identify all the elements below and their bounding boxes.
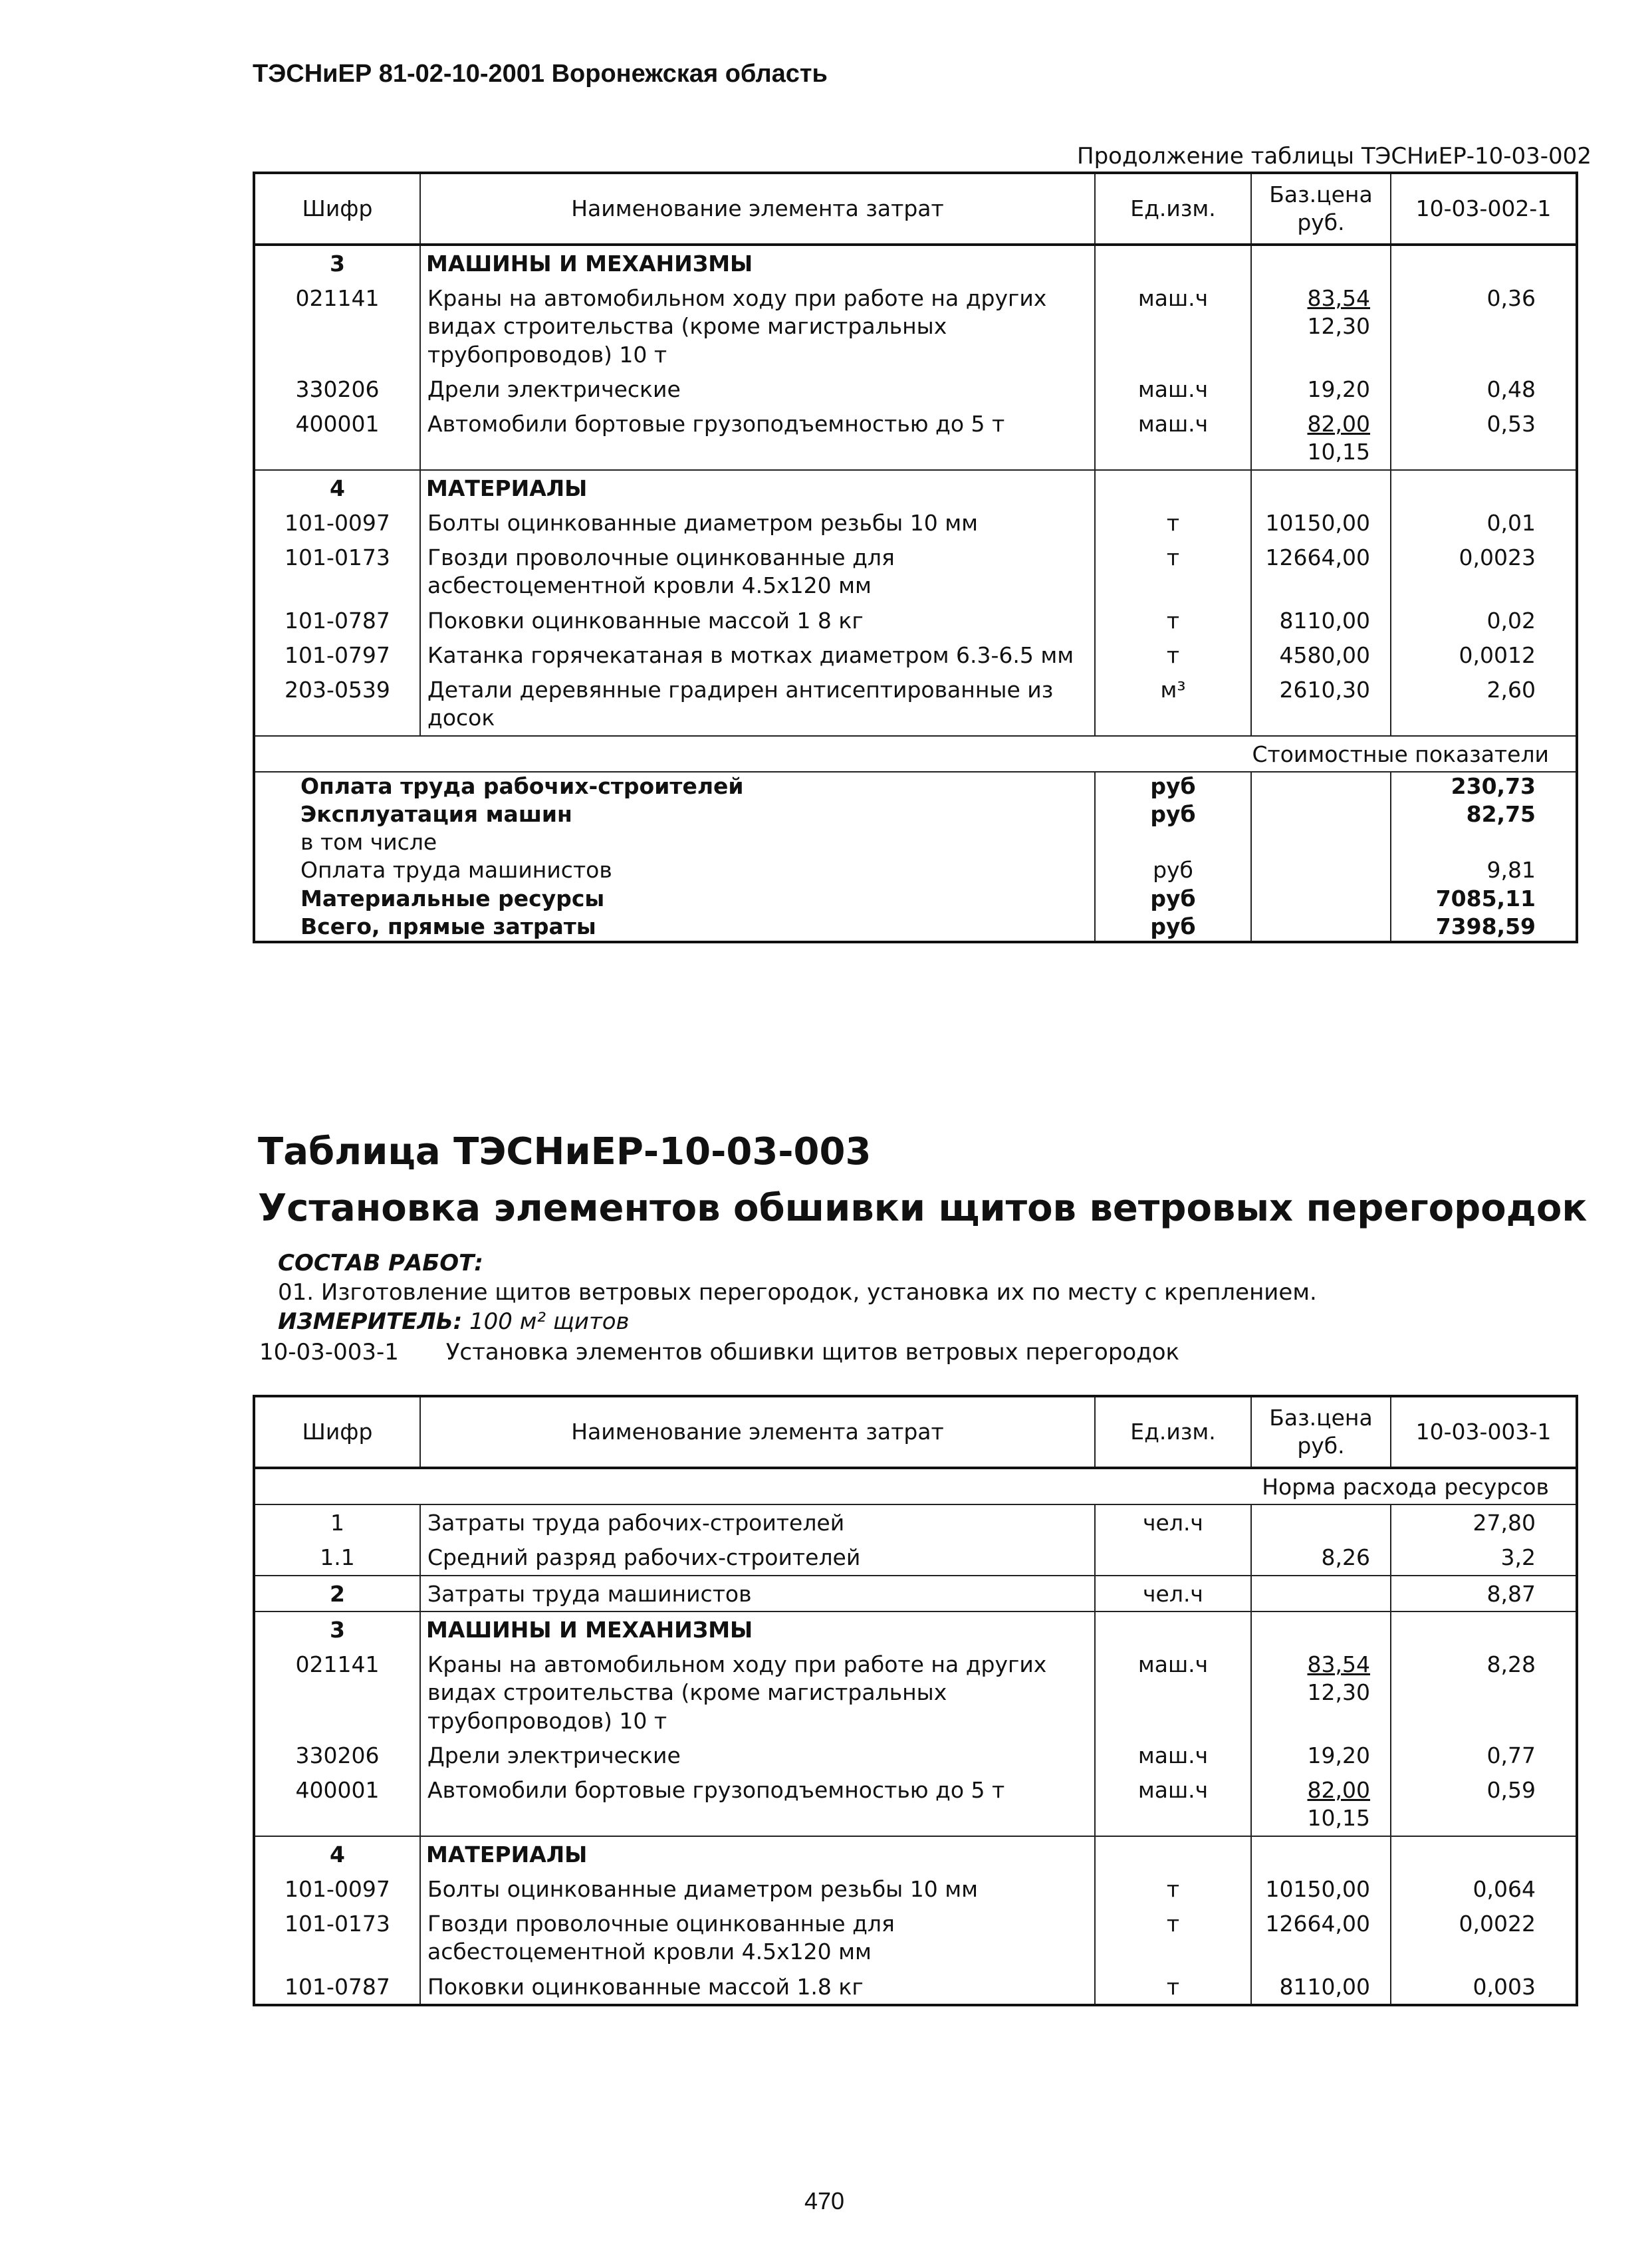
summary-unit: руб <box>1095 913 1251 942</box>
summary-row <box>254 828 1577 856</box>
price-value: 19,20 <box>1307 376 1370 402</box>
row-name: Катанка горячекатаная в мотках диаметром 6.3-6.5 мм <box>420 638 1095 672</box>
works-label <box>278 1250 483 1276</box>
row-value: 8,87 <box>1391 1576 1577 1611</box>
section-row <box>254 245 1577 281</box>
section-code: 3 <box>330 251 345 277</box>
price-secondary: 10,15 <box>1307 1805 1370 1832</box>
row-code: 400001 <box>295 1777 380 1804</box>
row-price <box>1251 1772 1391 1836</box>
summary-unit: руб <box>1095 772 1251 800</box>
price-value: 8110,00 <box>1279 1973 1370 2000</box>
table-row <box>254 1772 1577 1836</box>
row-value: 0,0012 <box>1391 638 1577 672</box>
section-title: МАШИНЫ И МЕХАНИЗМЫ <box>420 1611 1095 1647</box>
row-code: 400001 <box>295 411 380 437</box>
price-value: 19,20 <box>1307 1742 1370 1768</box>
table-row <box>254 281 1577 372</box>
price-value: 83,54 <box>1307 1651 1370 1678</box>
table-header-row <box>254 1396 1577 1468</box>
row-code: 1 <box>254 1504 420 1540</box>
row-name: Автомобили бортовые грузоподъемностью до 5 т <box>420 1772 1095 1836</box>
table-row <box>254 1540 1577 1575</box>
table-row <box>254 1871 1577 1906</box>
price-secondary: 12,30 <box>1307 1679 1370 1706</box>
row-price <box>1251 1738 1391 1772</box>
col-header-price: Баз.цена руб. <box>1251 173 1391 245</box>
table-row <box>254 1738 1577 1772</box>
row-name: Поковки оцинкованные массой 1 8 кг <box>420 603 1095 638</box>
row-value: 0,0023 <box>1391 540 1577 602</box>
row-value: 0,77 <box>1391 1738 1577 1772</box>
summary-label: Всего, прямые затраты <box>300 913 596 939</box>
row-name: Болты оцинкованные диаметром резьбы 10 мм <box>420 505 1095 540</box>
row-code: 1.1 <box>320 1544 355 1571</box>
row-price <box>1251 638 1391 672</box>
row-value: 0,064 <box>1391 1871 1577 1906</box>
summary-price-empty <box>1251 913 1391 942</box>
row-value: 0,36 <box>1391 281 1577 372</box>
row-code: 101-0173 <box>285 1911 390 1937</box>
row-unit: т <box>1095 603 1251 638</box>
table-title: Таблица ТЭСНиЕР-10-03-003 <box>258 1130 872 1173</box>
price-value: 83,54 <box>1307 285 1370 312</box>
norm-note-row <box>254 1468 1577 1504</box>
summary-label: Материальные ресурсы <box>300 885 605 911</box>
row-unit: т <box>1095 540 1251 602</box>
summary-value <box>1391 828 1577 856</box>
row-price <box>1251 1647 1391 1738</box>
section-row <box>254 1836 1577 1871</box>
norm-note: Норма расхода ресурсов <box>1262 1474 1549 1500</box>
row-price <box>1251 406 1391 469</box>
row-name: Поковки оцинкованные массой 1.8 кг <box>420 1969 1095 2005</box>
row-code: 203-0539 <box>285 677 390 703</box>
section-code: 4 <box>254 470 420 505</box>
row-name: Дрели электрические <box>420 1738 1095 1772</box>
row-name: Болты оцинкованные диаметром резьбы 10 мм <box>420 1871 1095 1906</box>
cost-note: Стоимостные показатели <box>254 736 1577 772</box>
summary-value: 82,75 <box>1391 800 1577 828</box>
summary-label: Оплата труда машинистов <box>300 857 612 884</box>
row-code: 101-0787 <box>285 1973 390 2000</box>
row-name: Гвозди проволочные оцинкованные для асбестоцементной кровли 4.5х120 мм <box>420 540 1095 602</box>
row-code: 330206 <box>295 1742 380 1768</box>
col-header-name: Наименование элемента затрат <box>420 1396 1095 1468</box>
document-header: ТЭСНиЕР 81-02-10-2001 Воронежская область <box>253 60 828 88</box>
price-value: 82,00 <box>1307 411 1370 437</box>
row-price <box>1251 505 1391 540</box>
row-code: 101-0173 <box>285 544 390 571</box>
row-price <box>1251 1504 1391 1540</box>
summary-value: 230,73 <box>1391 772 1577 800</box>
row-unit: маш.ч <box>1095 1647 1251 1738</box>
code-line <box>259 1339 1179 1366</box>
row-value: 0,003 <box>1391 1969 1577 2005</box>
col-header-unit: Ед.изм. <box>1095 173 1251 245</box>
summary-unit: руб <box>1095 800 1251 828</box>
table-row <box>254 1969 1577 2005</box>
summary-value: 9,81 <box>1391 856 1577 884</box>
price-secondary: 10,15 <box>1307 439 1370 465</box>
row-value: 27,80 <box>1391 1504 1577 1540</box>
price-secondary: 12,30 <box>1307 313 1370 340</box>
table-subtitle: Установка элементов обшивки щитов ветровых перегородок <box>258 1187 1588 1230</box>
summary-row <box>254 800 1577 828</box>
row-unit: чел.ч <box>1095 1504 1251 1540</box>
summary-row <box>254 856 1577 884</box>
row-code: 021141 <box>295 1651 380 1678</box>
col-header-price: Баз.цена руб. <box>1251 1396 1391 1468</box>
row-price <box>1251 1540 1391 1575</box>
table-row <box>254 406 1577 469</box>
section-title: МАТЕРИАЛЫ <box>420 470 1095 505</box>
row-code: 021141 <box>295 285 380 312</box>
code-line-code: 10-03-003-1 <box>259 1339 399 1366</box>
summary-label: в том числе <box>300 829 437 856</box>
row-unit: т <box>1095 1906 1251 1969</box>
row-unit: маш.ч <box>1095 1772 1251 1836</box>
summary-value: 7085,11 <box>1391 885 1577 913</box>
row-price <box>1251 1969 1391 2005</box>
summary-price-empty <box>1251 772 1391 800</box>
row-code: 101-0097 <box>285 509 390 536</box>
row-price <box>1251 281 1391 372</box>
summary-price-empty <box>1251 856 1391 884</box>
summary-price-empty <box>1251 828 1391 856</box>
table-row <box>254 638 1577 672</box>
row-value: 0,48 <box>1391 372 1577 406</box>
summary-unit <box>1095 828 1251 856</box>
row-name: Затраты труда машинистов <box>420 1576 1095 1611</box>
code-line-text: Установка элементов обшивки щитов ветровых перегородок <box>445 1339 1180 1366</box>
price-value: 4580,00 <box>1279 642 1370 668</box>
row-value: 0,59 <box>1391 1772 1577 1836</box>
row-code: 2 <box>254 1576 420 1611</box>
row-price <box>1251 1871 1391 1906</box>
col-header-name: Наименование элемента затрат <box>420 173 1095 245</box>
row-unit: чел.ч <box>1095 1576 1251 1611</box>
row-price <box>1251 1576 1391 1611</box>
row-unit: маш.ч <box>1095 372 1251 406</box>
row-code: 101-0797 <box>285 642 390 668</box>
meter-line <box>278 1308 630 1335</box>
works-item: 01. Изготовление щитов ветровых перегородок, установка их по месту с креплением. <box>278 1279 1317 1306</box>
row-name: Затраты труда рабочих-строителей <box>420 1504 1095 1540</box>
section-row <box>254 1611 1577 1647</box>
row-value: 2,60 <box>1391 672 1577 735</box>
table-row <box>254 672 1577 735</box>
row-name: Краны на автомобильном ходу при работе на других видах строительства (кроме магистральных трубопроводов) 10 т <box>420 281 1095 372</box>
section-row <box>254 470 1577 505</box>
row-price <box>1251 1906 1391 1969</box>
resource-table-10-03-002 <box>253 172 1578 943</box>
price-value: 12664,00 <box>1265 1911 1370 1937</box>
machinists-row <box>254 1576 1577 1611</box>
row-value: 0,53 <box>1391 406 1577 469</box>
table-row <box>254 1504 1577 1540</box>
row-price <box>1251 540 1391 602</box>
price-value: 10150,00 <box>1265 1875 1370 1902</box>
price-value: 82,00 <box>1307 1777 1370 1804</box>
row-value: 0,01 <box>1391 505 1577 540</box>
row-code: 101-0787 <box>285 607 390 634</box>
row-code: 330206 <box>295 376 380 402</box>
table-row <box>254 1906 1577 1969</box>
summary-price-empty <box>1251 885 1391 913</box>
section-code: 3 <box>254 1611 420 1647</box>
works-label-text: СОСТАВ РАБОТ: <box>278 1250 483 1276</box>
price-value: 8110,00 <box>1279 607 1370 634</box>
summary-value: 7398,59 <box>1391 913 1577 942</box>
row-name: Дрели электрические <box>420 372 1095 406</box>
table-row <box>254 540 1577 602</box>
cost-note-row <box>254 736 1577 772</box>
col-header-unit: Ед.изм. <box>1095 1396 1251 1468</box>
col-header-norm: 10-03-002-1 <box>1391 173 1577 245</box>
summary-unit: руб <box>1095 856 1251 884</box>
row-unit: маш.ч <box>1095 406 1251 469</box>
section-title: МАШИНЫ И МЕХАНИЗМЫ <box>420 245 1095 281</box>
section-code: 4 <box>254 1836 420 1871</box>
section-title: МАТЕРИАЛЫ <box>420 1836 1095 1871</box>
summary-label: Оплата труда рабочих-строителей <box>254 772 1095 800</box>
table-row <box>254 1647 1577 1738</box>
row-price <box>1251 372 1391 406</box>
summary-row <box>254 772 1577 800</box>
row-name: Автомобили бортовые грузоподъемностью до 5 т <box>420 406 1095 469</box>
row-name: Средний разряд рабочих-строителей <box>420 1540 1095 1575</box>
col-header-code: Шифр <box>254 173 420 245</box>
meter-label: ИЗМЕРИТЕЛЬ: <box>278 1308 463 1335</box>
table-row <box>254 505 1577 540</box>
row-code: 101-0097 <box>285 1875 390 1902</box>
row-unit: т <box>1095 1871 1251 1906</box>
row-value: 0,0022 <box>1391 1906 1577 1969</box>
table-row <box>254 372 1577 406</box>
price-value: 2610,30 <box>1279 677 1370 703</box>
row-unit: маш.ч <box>1095 1738 1251 1772</box>
row-name: Гвозди проволочные оцинкованные для асбестоцементной кровли 4.5х120 мм <box>420 1906 1095 1969</box>
price-value: 10150,00 <box>1265 509 1370 536</box>
price-value: 12664,00 <box>1265 544 1370 571</box>
meter-value: 100 м² щитов <box>469 1308 630 1335</box>
table-continuation-label: Продолжение таблицы ТЭСНиЕР-10-03-002 <box>1077 143 1592 170</box>
row-value: 3,2 <box>1391 1540 1577 1575</box>
row-unit: т <box>1095 1969 1251 2005</box>
row-unit: т <box>1095 638 1251 672</box>
col-header-code: Шифр <box>254 1396 420 1468</box>
row-value: 8,28 <box>1391 1647 1577 1738</box>
row-value: 0,02 <box>1391 603 1577 638</box>
row-unit: маш.ч <box>1095 281 1251 372</box>
row-name: Краны на автомобильном ходу при работе на других видах строительства (кроме магистральных трубопроводов) 10 т <box>420 1647 1095 1738</box>
row-name: Детали деревянные градирен антисептированные из досок <box>420 672 1095 735</box>
summary-unit: руб <box>1095 885 1251 913</box>
table-header-row <box>254 173 1577 245</box>
table-row <box>254 603 1577 638</box>
col-header-norm: 10-03-003-1 <box>1391 1396 1577 1468</box>
summary-row <box>254 913 1577 942</box>
resource-table-10-03-003 <box>253 1395 1578 2006</box>
price-value: 8,26 <box>1321 1544 1370 1571</box>
row-price <box>1251 672 1391 735</box>
summary-label: Эксплуатация машин <box>300 800 572 827</box>
summary-row <box>254 885 1577 913</box>
row-unit: м³ <box>1095 672 1251 735</box>
row-unit: т <box>1095 505 1251 540</box>
row-unit <box>1095 1540 1251 1575</box>
page-number: 470 <box>804 2187 845 2214</box>
row-price <box>1251 603 1391 638</box>
summary-price-empty <box>1251 800 1391 828</box>
